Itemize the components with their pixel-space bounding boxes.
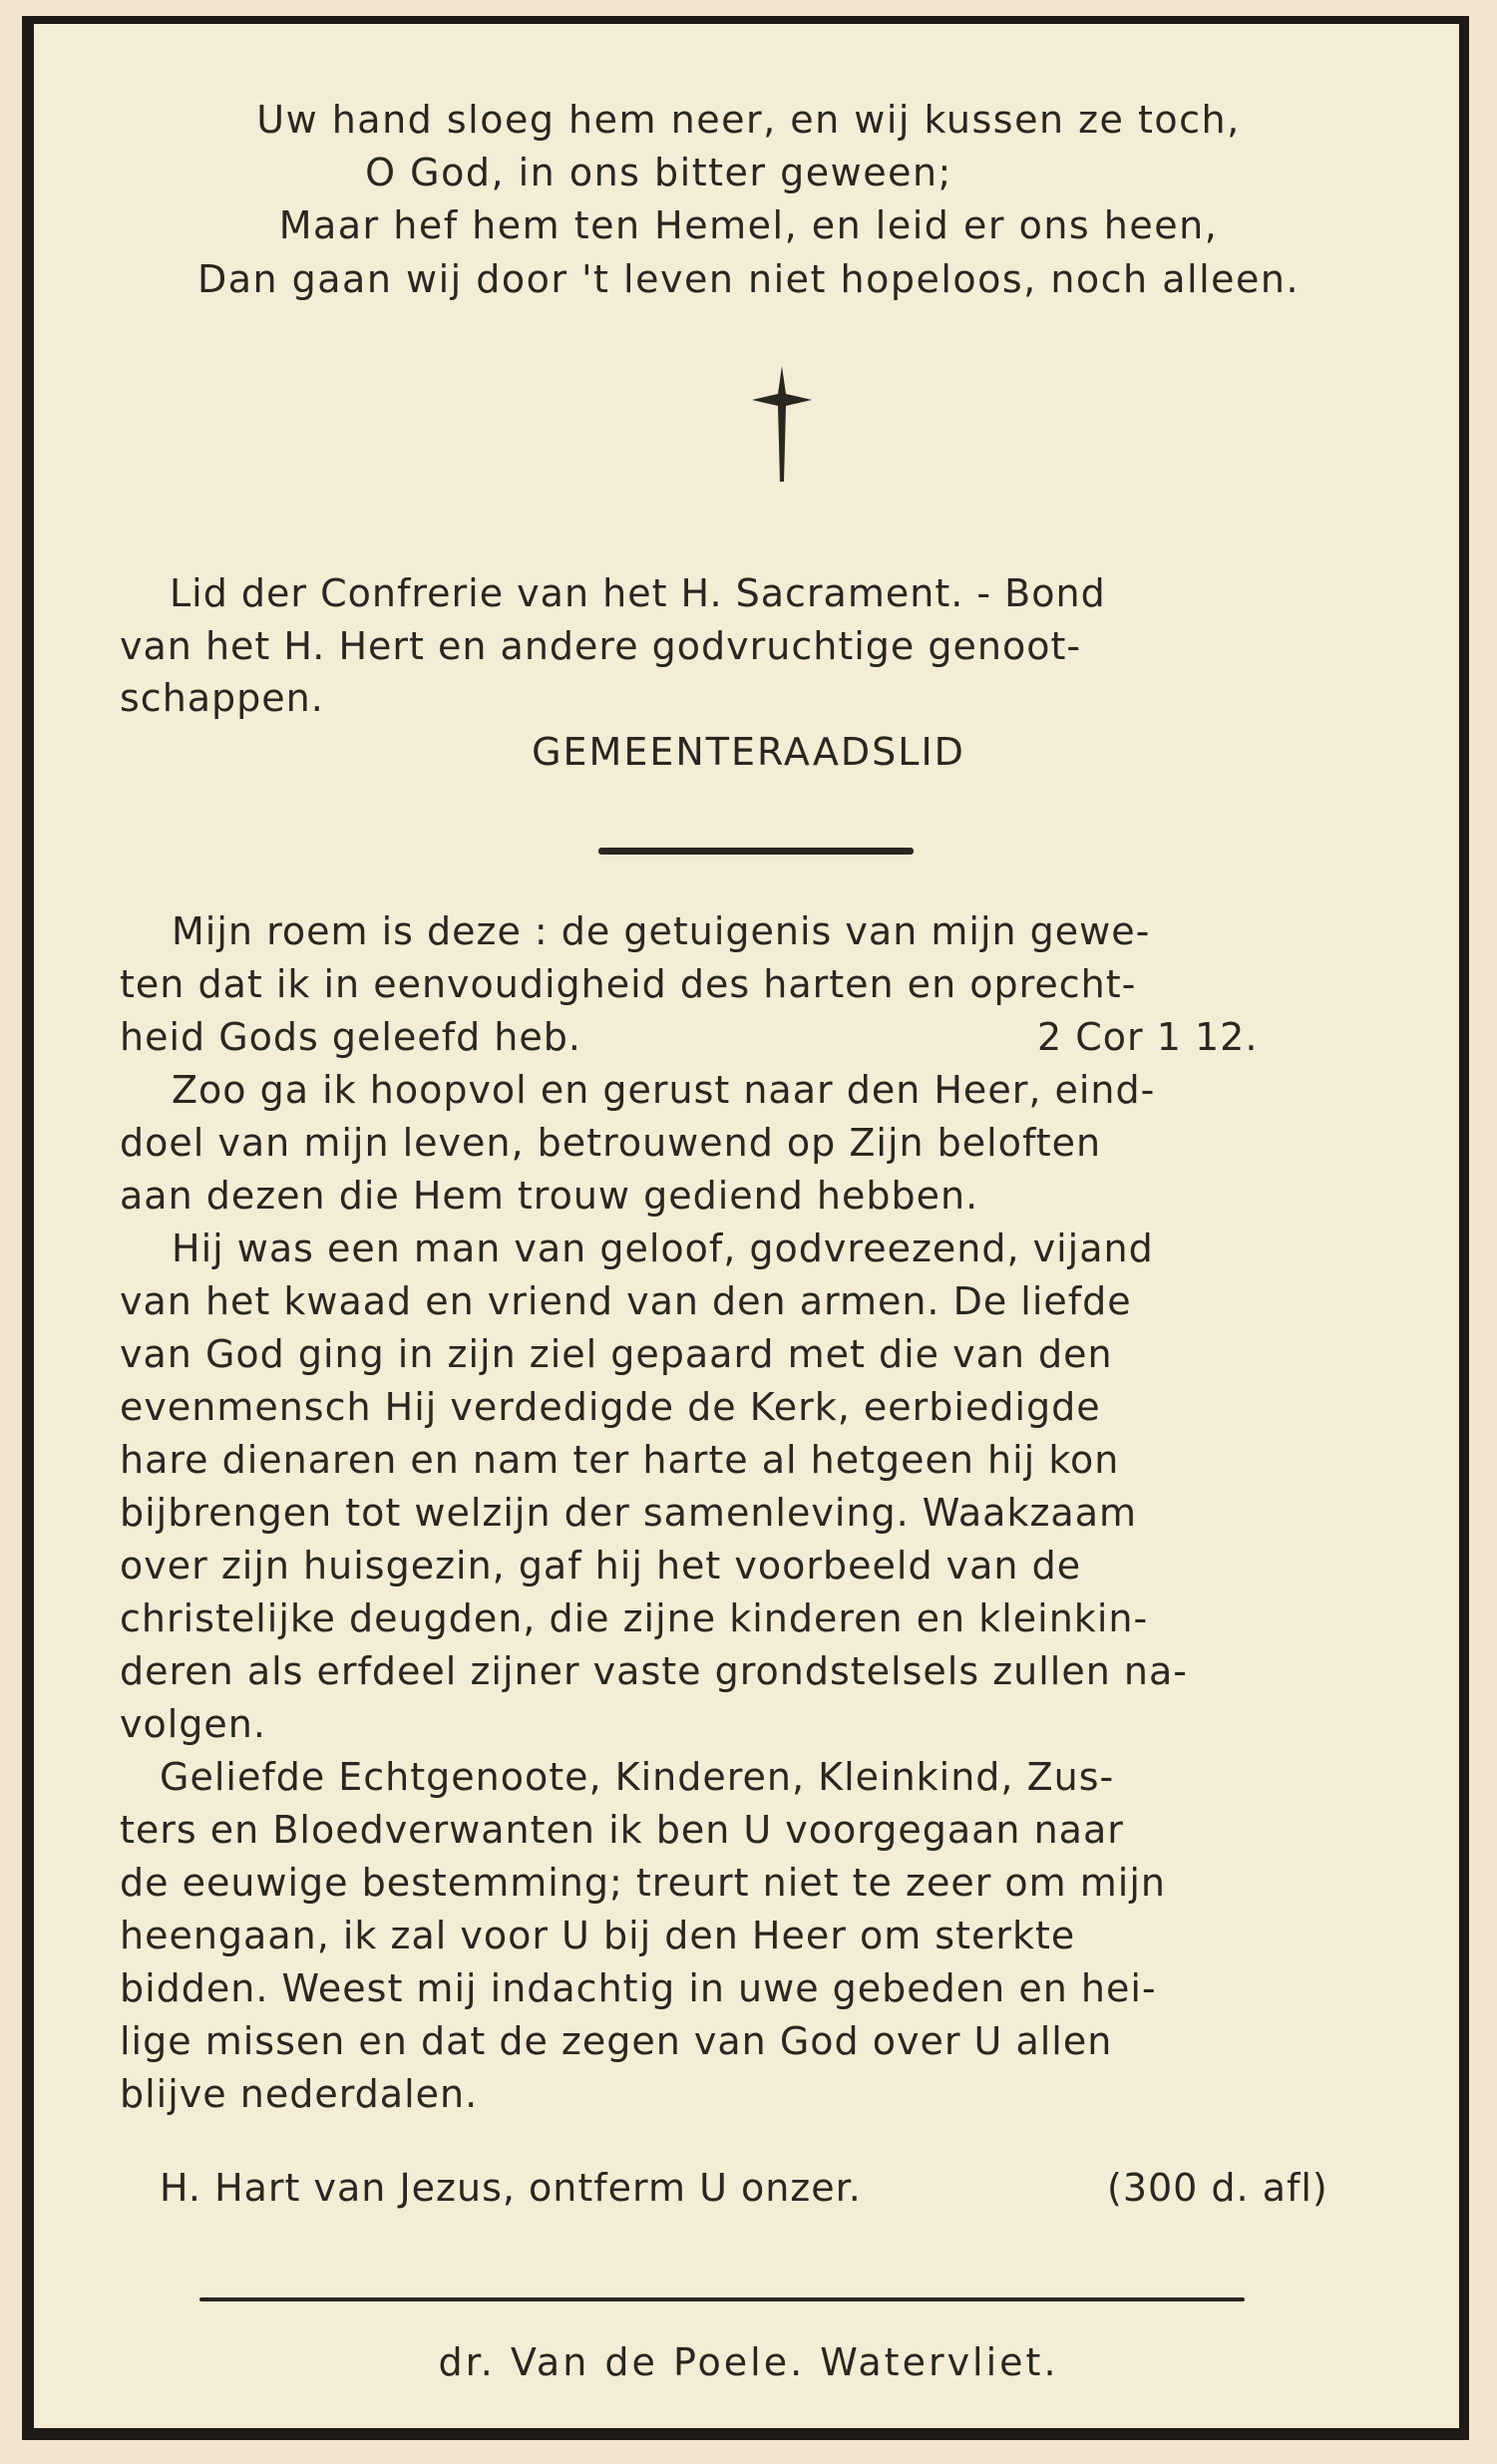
- prayer-line: H. Hart van Jezus, ontferm U onzer.: [160, 2166, 862, 2210]
- body-line-16: volgen.: [120, 1702, 266, 1746]
- body-line-2: ten dat ik in eenvoudigheid des harten en oprecht-: [120, 962, 1137, 1006]
- body-line-22: lige missen en dat de zegen van God over U allen: [120, 2019, 1113, 2063]
- body-line-7: Hij was een man van geloof, godvreezend, vijand: [172, 1227, 1154, 1270]
- title-heading: GEMEENTERAADSLID: [532, 730, 965, 774]
- body-line-23: blijve nederdalen.: [120, 2072, 479, 2116]
- body-line-13: over zijn huisgezin, gaf hij het voorbeeld van de: [120, 1544, 1082, 1587]
- body-line-10: evenmensch Hij verdedigde de Kerk, eerbiedigde: [120, 1385, 1101, 1429]
- membership-line-1: [170, 571, 1386, 615]
- body-line-21: bidden. Weest mij indachtig in uwe gebeden en hei-: [120, 1966, 1157, 2010]
- body-line-14: christelijke deugden, die zijne kinderen en kleinkin-: [120, 1596, 1149, 1640]
- verse-line-3: Maar hef hem ten Hemel, en leid er ons heen,: [278, 203, 1219, 247]
- verse-line-2: O God, in ons bitter geween;: [365, 151, 952, 194]
- body-line-3: heid Gods geleefd heb.: [120, 1015, 581, 1059]
- body-line-19: de eeuwige bestemming; treurt niet te zeer om mijn: [120, 1861, 1166, 1905]
- membership-line-2: van het H. Hert en andere godvruchtige genoot-: [120, 624, 1082, 668]
- body-line-12: bijbrengen tot welzijn der samenleving. Waakzaam: [120, 1491, 1138, 1535]
- verse-line-1: Uw hand sloeg hem neer, en wij kussen ze toch,: [256, 98, 1241, 142]
- membership-text-1: Lid der Confrerie van het H. Sacrament. - Bond: [170, 571, 1106, 615]
- body-line-11: hare dienaren en nam ter harte al hetgeen hij kon: [120, 1438, 1120, 1482]
- membership-line-3: schappen.: [120, 676, 324, 720]
- body-line-4: Zoo ga ik hoopvol en gerust naar den Heer, eind-: [172, 1068, 1156, 1112]
- printer-credit: dr. Van de Poele. Watervliet.: [438, 2340, 1059, 2384]
- body-line-18: ters en Bloedverwanten ik ben U voorgegaan naar: [120, 1808, 1124, 1852]
- indulgence-note: (300 d. afl): [1107, 2166, 1328, 2210]
- body-line-17: Geliefde Echtgenoote, Kinderen, Kleinkind, Zus-: [160, 1755, 1115, 1799]
- body-line-9: van God ging in zijn ziel gepaard met die van den: [120, 1332, 1113, 1376]
- body-line-15: deren als erfdeel zijner vaste grondstelsels zullen na-: [120, 1649, 1188, 1693]
- divider-long: [199, 2297, 1245, 2301]
- body-line-8: van het kwaad en vriend van den armen. De liefde: [120, 1279, 1132, 1323]
- cross-icon: [746, 364, 818, 484]
- verse-line-4: Dan gaan wij door 't leven niet hopeloos, noch alleen.: [196, 257, 1301, 301]
- divider-short: [598, 848, 914, 855]
- body-line-20: heengaan, ik zal voor U bij den Heer om sterkte: [120, 1914, 1076, 1957]
- body-line-1: Mijn roem is deze : de getuigenis van mijn gewe-: [172, 909, 1151, 953]
- body-line-5: doel van mijn leven, betrouwend op Zijn beloften: [120, 1121, 1102, 1165]
- body-line-6: aan dezen die Hem trouw gediend hebben.: [120, 1174, 979, 1218]
- scripture-reference: 2 Cor 1 12.: [1037, 1015, 1259, 1059]
